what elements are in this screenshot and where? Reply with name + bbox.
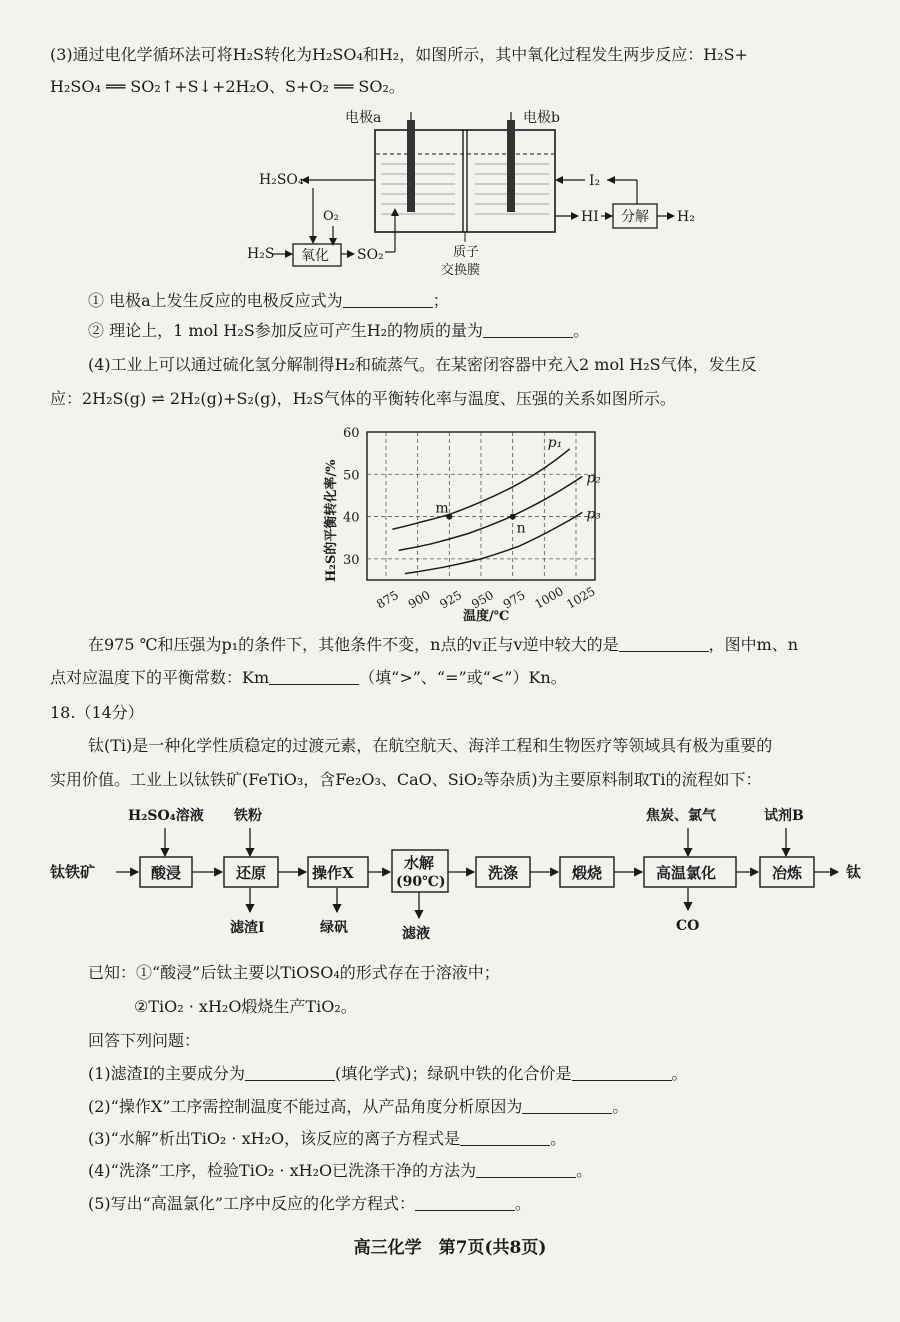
- q18-known2: ②TiO₂ · xH₂O煅烧生产TiO₂。: [134, 997, 357, 1016]
- x-tick-label: 925: [437, 587, 465, 612]
- answer-blank[interactable]: [476, 1161, 576, 1178]
- input-coke: 焦炭、氯气: [646, 808, 716, 824]
- series-label: p₁: [547, 434, 563, 451]
- series-line-2: [399, 476, 583, 550]
- cell-container: [375, 130, 555, 232]
- y-tick-label: 30: [343, 552, 360, 568]
- hi-label: HI: [581, 209, 599, 225]
- answer-blank[interactable]: [619, 635, 709, 652]
- answer-blank[interactable]: [522, 1097, 612, 1114]
- output-filtrate: 滤液: [402, 926, 430, 942]
- x-tick-label: 1025: [564, 584, 598, 612]
- answer-blank[interactable]: [483, 321, 573, 338]
- q18-title: 18.（14分）: [50, 703, 144, 722]
- q17-3-line1: (3)通过电化学循环法可将H₂S转化为H₂SO₄和H₂，如图所示，其中氧化过程发生两步反应：H₂S+: [50, 45, 748, 64]
- x-tick-label: 875: [374, 587, 401, 612]
- x-tick-label: 950: [469, 587, 496, 612]
- step-smelt: 冶炼: [772, 864, 803, 882]
- answer-blank[interactable]: [269, 668, 359, 685]
- o2-label: O₂: [323, 209, 339, 224]
- output-vitriol: 绿矾: [320, 920, 348, 936]
- output-co: CO: [676, 918, 700, 934]
- h2s-label: H₂S: [247, 246, 275, 262]
- point-label-n: n: [516, 520, 526, 537]
- flow-end: 钛: [846, 863, 862, 881]
- step-chlorinate: 高温氯化: [656, 864, 717, 882]
- q18-q1: (1)滤渣I的主要成分为 (填化学式)；绿矾中铁的化合价是 。: [88, 1064, 688, 1083]
- answer-blank[interactable]: [572, 1064, 672, 1081]
- q18-intro1: 钛(Ti)是一种化学性质稳定的过渡元素，在航空航天、海洋工程和生物医疗等领域具有极为重要的: [88, 736, 773, 755]
- output-residue: 滤渣I: [230, 920, 265, 936]
- step-acid-leach: 酸浸: [151, 864, 182, 882]
- q18-q4: (4)“洗涤”工序，检验TiO₂ · xH₂O已洗涤干净的方法为 。: [88, 1161, 593, 1180]
- q17-3-line2: H₂SO₄ ══ SO₂↑+S↓+2H₂O、S+O₂ ══ SO₂。: [50, 77, 405, 96]
- step-calcine: 煅烧: [572, 864, 603, 882]
- page-footer: 高三化学 第7页(共8页): [353, 1238, 547, 1258]
- q18-intro2: 实用价值。工业上以钛铁矿(FeTiO₃，含Fe₂O₃、CaO、SiO₂等杂质)为主要原料制取Ti的流程如下：: [50, 770, 762, 789]
- electrode-a: [407, 120, 415, 212]
- q17-3-sub1: ① 电极a上发生反应的电极反应式为 ；: [88, 291, 449, 310]
- q17-4-after1: 在975 ℃和压强为p₁的条件下，其他条件不变，n点的v正与v逆中较大的是 ，图中m、n: [88, 635, 799, 654]
- q17-4-line2: 应：2H₂S(g) ⇌ 2H₂(g)+S₂(g)，H₂S气体的平衡转化率与温度、压强的关系如图所示。: [50, 389, 676, 408]
- input-acid: H₂SO₄溶液: [128, 808, 204, 824]
- answer-blank[interactable]: [245, 1064, 335, 1081]
- answer-blank[interactable]: [460, 1129, 550, 1146]
- h2so4-label: H₂SO₄: [259, 172, 304, 188]
- conversion-chart: [305, 420, 625, 625]
- oxidation-label: 氧化: [301, 248, 329, 264]
- point-n: [510, 514, 516, 520]
- x-tick-label: 975: [500, 587, 528, 612]
- q17-4-line1: (4)工业上可以通过硫化氢分解制得H₂和硫蒸气。在某密闭容器中充入2 mol H₂S气体，发生反: [88, 355, 757, 374]
- decompose-label: 分解: [621, 209, 649, 225]
- series-label: p₂: [586, 470, 601, 487]
- answer-blank[interactable]: [343, 291, 433, 308]
- input-iron: 铁粉: [234, 808, 262, 824]
- q18-answer-intro: 回答下列问题：: [88, 1031, 201, 1050]
- process-flow-diagram: [50, 800, 870, 950]
- q18-known1: 已知：①“酸浸”后钛主要以TiOSO₄的形式存在于溶液中；: [88, 963, 500, 982]
- answer-blank[interactable]: [415, 1194, 515, 1211]
- step-wash: 洗涤: [488, 864, 519, 882]
- q18-q3: (3)“水解”析出TiO₂ · xH₂O，该反应的离子方程式是 。: [88, 1129, 567, 1148]
- q17-3-sub2: ② 理论上，1 mol H₂S参加反应可产生H₂的物质的量为 。: [88, 321, 590, 340]
- h2-label: H₂: [677, 209, 695, 225]
- q17-4-after2: 点对应温度下的平衡常数：Km （填“>”、“=”或“<”）Kn。: [50, 668, 567, 687]
- flow-start: 钛铁矿: [50, 863, 96, 881]
- q18-q5: (5)写出“高温氯化”工序中反应的化学方程式： 。: [88, 1194, 532, 1213]
- step-hydrolysis: 水解: [404, 854, 435, 872]
- y-tick-label: 40: [343, 510, 360, 526]
- step-reduce: 还原: [236, 864, 267, 882]
- membrane-label-2: 交换膜: [441, 263, 481, 278]
- step-hydrolysis-temp: (90℃): [396, 874, 446, 890]
- step-operation-x: 操作X: [312, 864, 354, 882]
- x-axis-label: 温度/℃: [463, 609, 510, 624]
- x-tick-label: 1000: [532, 584, 566, 612]
- y-tick-label: 60: [343, 426, 360, 441]
- electrolysis-cell-diagram: [245, 108, 715, 280]
- y-tick-label: 50: [343, 468, 360, 484]
- electrode-a-label: 电极a: [345, 110, 382, 126]
- point-label-m: m: [435, 500, 449, 517]
- membrane-label-1: 质子: [453, 245, 480, 260]
- x-tick-label: 900: [405, 587, 433, 612]
- electrode-b-label: 电极b: [523, 110, 560, 126]
- electrode-b: [507, 120, 515, 212]
- so2-label: SO₂: [357, 247, 384, 263]
- q18-q2: (2)“操作X”工序需控制温度不能过高，从产品角度分析原因为 。: [88, 1097, 629, 1116]
- i2-label: I₂: [589, 173, 601, 189]
- input-reagent: 试剂B: [764, 808, 804, 824]
- y-axis-label: H₂S的平衡转化率/%: [324, 459, 339, 582]
- series-label: p₃: [586, 506, 601, 523]
